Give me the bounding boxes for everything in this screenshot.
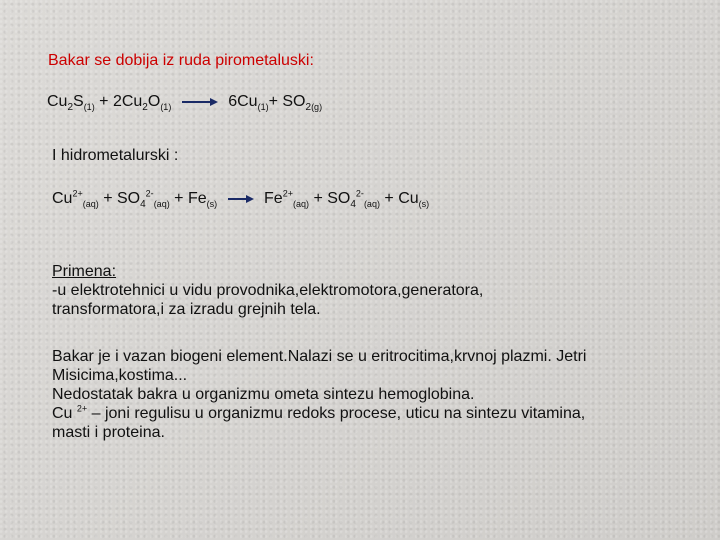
heading-hidrometalurski: I hidrometalurski :: [52, 147, 179, 164]
equation-pirometalurski: $Cu_2S_{(1)} + 2Cu_2O_{(1)}$ $6Cu_{(1)}+ SO_{2(g)}$: [47, 93, 323, 114]
eq2-product3: Cu: [398, 190, 419, 207]
bio-section: [52, 347, 586, 442]
eq2-product2: SO: [327, 190, 351, 207]
primena-title: Primena:: [52, 263, 117, 280]
eq1-product1: 6Cu: [228, 93, 258, 110]
equation-hidrometalurski: $Cu^{2+}_{(aq)} + SO_4^{2-}_{(aq)} + Fe_{(s)}$ $Fe^{2+}_{(aq)} + SO_4^{2-}_{(aq)} + Cu_{(s)}$: [52, 188, 430, 211]
bio-line: Misicima,kostima...: [52, 367, 188, 384]
primena-section: [52, 262, 483, 319]
eq2-reactant1: Cu: [52, 190, 73, 207]
bio-line: masti i proteina.: [52, 424, 165, 441]
eq2-reactant2: SO: [116, 190, 141, 207]
heading-pirometalurski: Bakar se dobija iz ruda pirometaluski:: [48, 52, 314, 69]
bio-line-cu-ions: Cu $^{2+}$ – joni regulisu u organizmu redoks procese, uticu na sintezu vitamina,: [52, 403, 586, 422]
eq1-product2: SO: [282, 93, 306, 110]
eq2-reactant3: Fe: [187, 190, 207, 207]
eq2-product1: Fe: [264, 190, 283, 207]
primena-line: -u elektrotehnici u vidu provodnika,elektromotora,generatora,: [52, 282, 484, 299]
bio-line: Bakar je i vazan biogeni element.Nalazi se u eritrocitima,krvnoj plazmi. Jetri: [52, 348, 587, 365]
bio-line: Nedostatak bakra u organizmu ometa sintezu hemoglobina.: [52, 386, 475, 403]
eq1-reactant1: Cu: [47, 93, 68, 110]
eq1-reactant2: 2Cu: [112, 93, 143, 110]
primena-line: transformatora,i za izradu grejnih tela.: [52, 301, 321, 318]
reaction-arrow-icon: [182, 97, 218, 107]
reaction-arrow-icon: [228, 194, 254, 204]
